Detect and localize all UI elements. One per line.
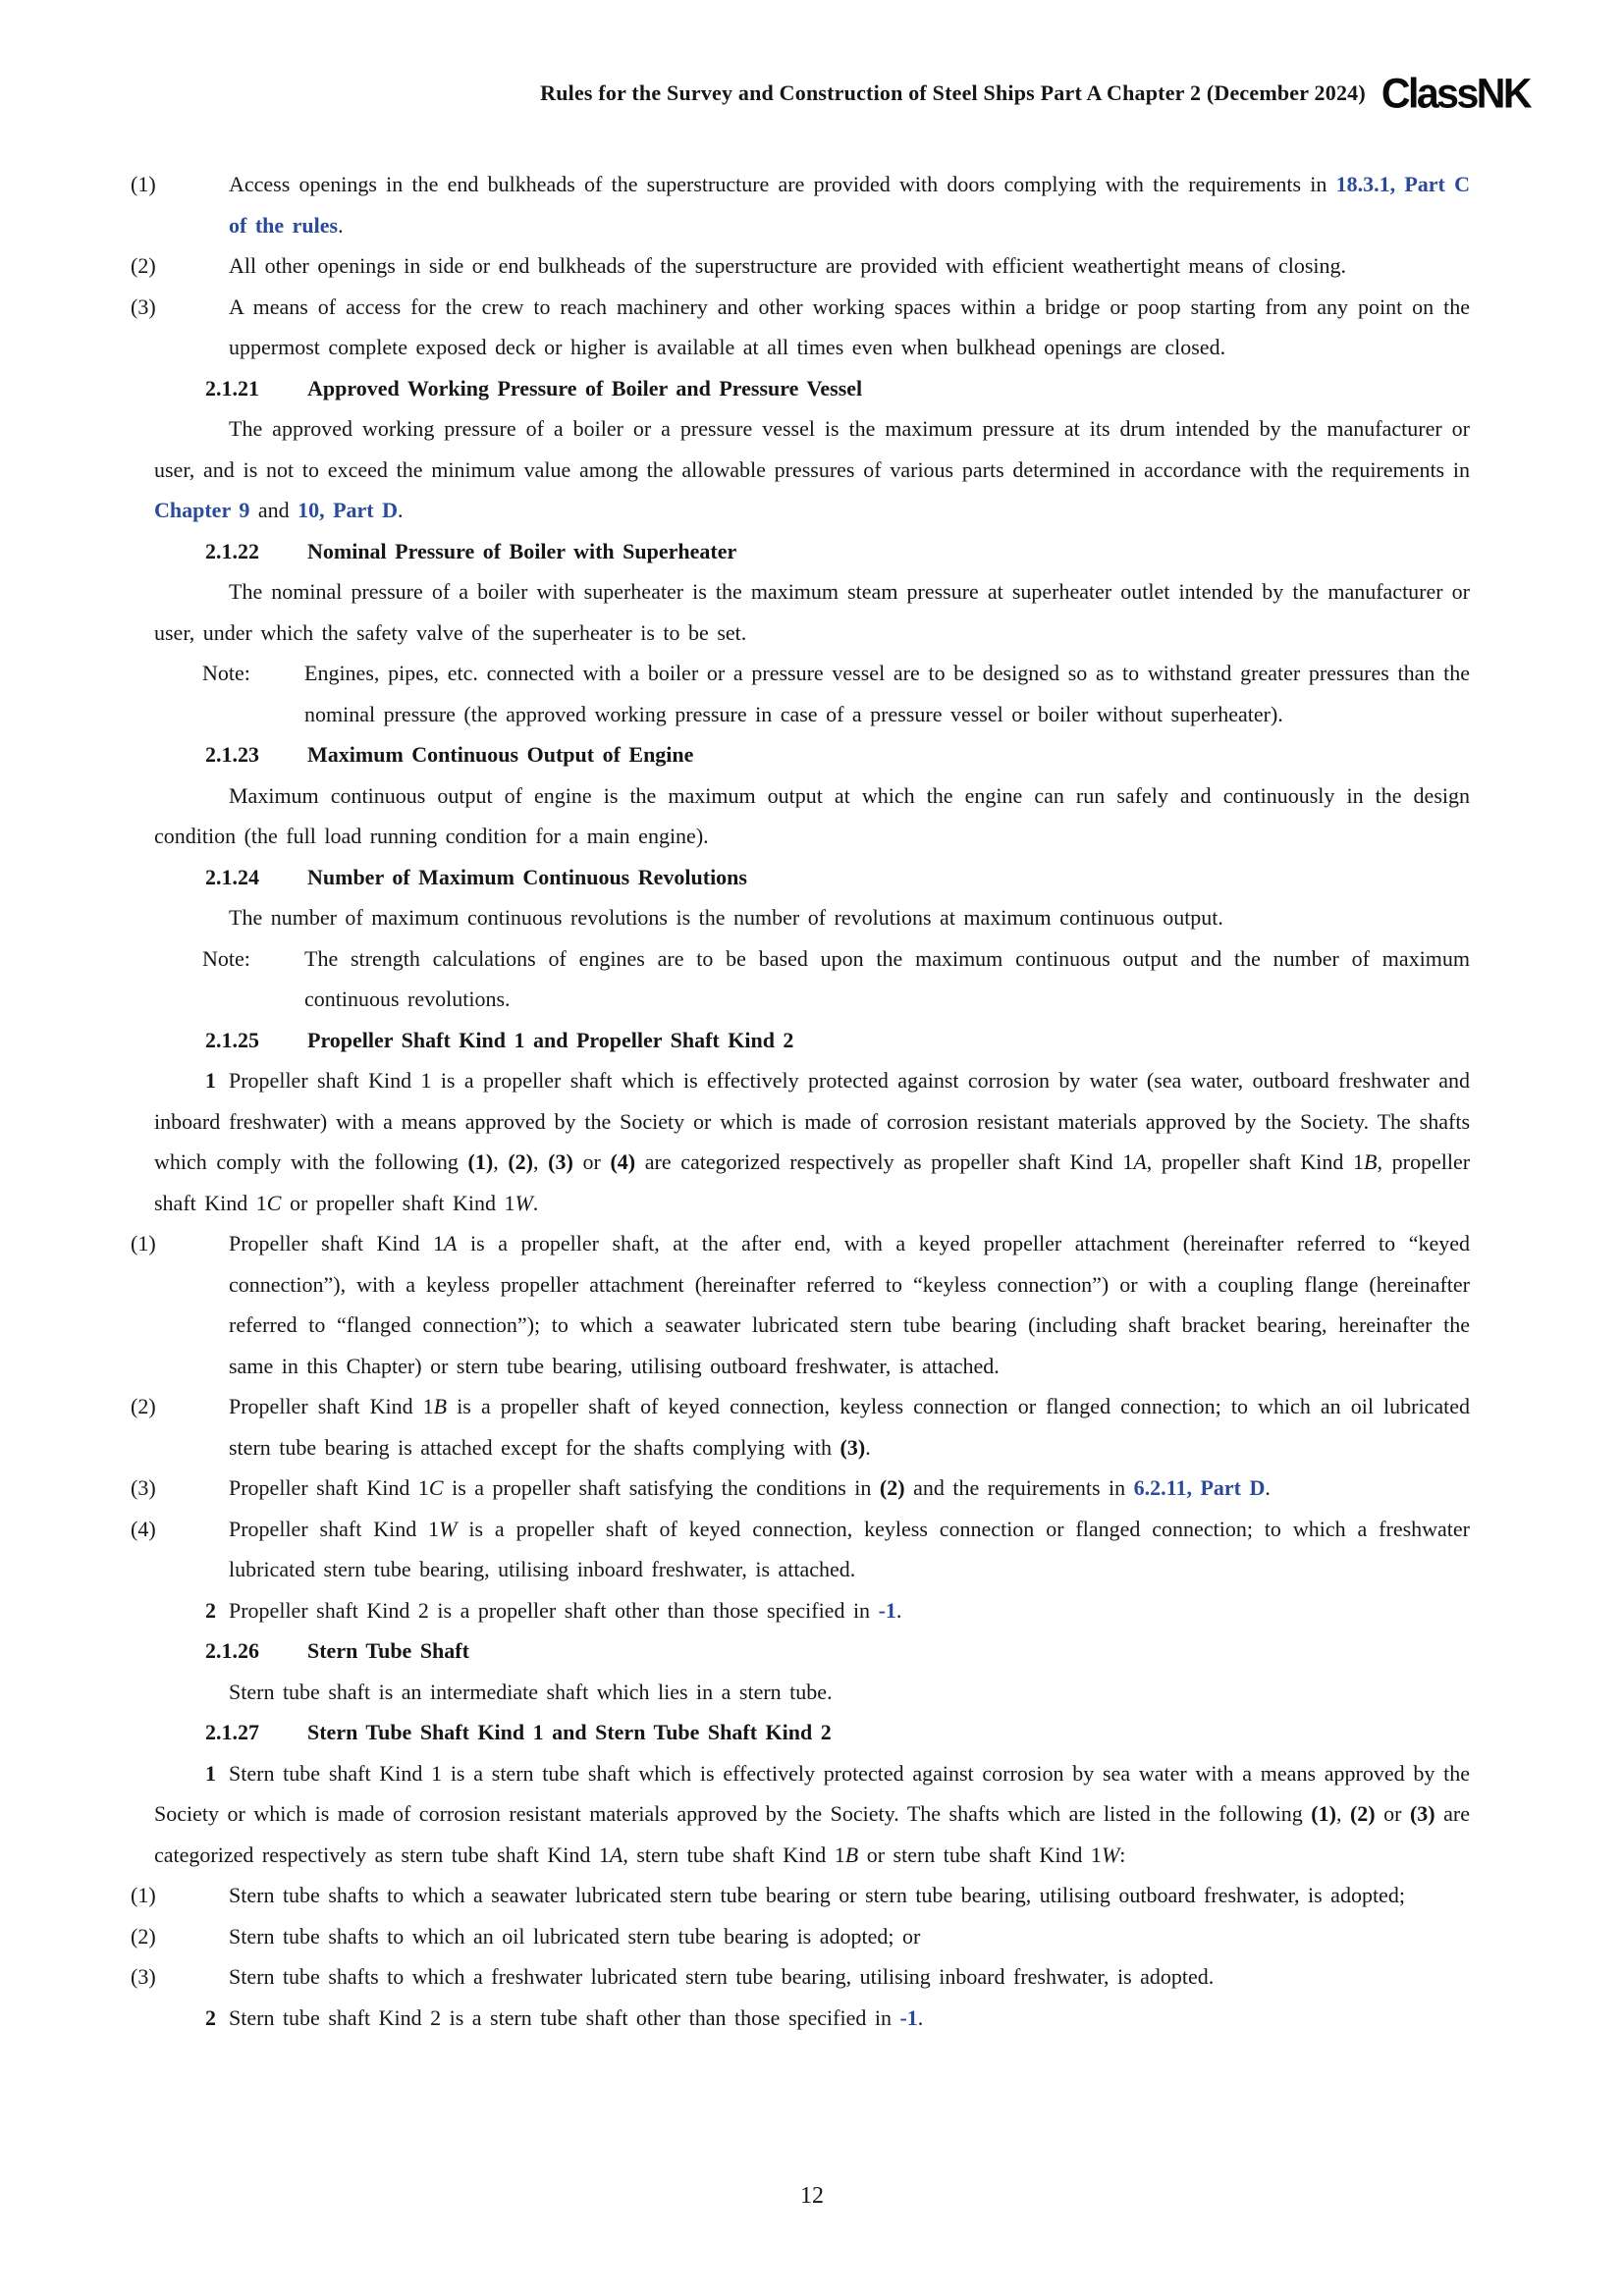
text-segment: W — [514, 1190, 533, 1215]
text-segment: W — [439, 1516, 458, 1541]
text-segment: or stern tube shaft Kind 1 — [858, 1842, 1102, 1867]
paragraph — [154, 408, 1470, 531]
text-segment: Propeller shaft Kind 1 is a propeller shaft which is effectively protected against corrosion by water (sea water, outboard freshwater and inboard freshwater) with a means approved by the Society or which is made of corrosion resistant materials approved by the Society. The shafts which comply with the following — [154, 1068, 1470, 1174]
paragraph — [154, 897, 1470, 938]
text-segment: A — [444, 1231, 458, 1255]
list-item — [131, 245, 1470, 287]
text-segment: C — [266, 1190, 282, 1215]
text-segment: (2) — [508, 1149, 534, 1174]
text-segment: The strength calculations of engines are to be based upon the maximum continuous output and the number of maximum continuous revolutions. — [304, 945, 1470, 1011]
text-segment: Maximum continuous output of engine is the maximum output at which the engine can run safely and continuously in the design condition (the full load running condition for a main engine). — [154, 782, 1470, 848]
text-segment: , — [493, 1149, 509, 1174]
list-item-marker: (2) — [131, 253, 156, 278]
list-item — [131, 287, 1470, 368]
list-item — [131, 1916, 1470, 1957]
text-segment: . — [865, 1434, 871, 1460]
list-item-marker: (3) — [131, 1475, 156, 1500]
paragraph-number: 1 — [205, 1760, 216, 1786]
text-segment: Stern tube shaft Kind 1 is a stern tube shaft which is effectively protected against corrosion by sea water with a means approved by the Society or which is made of corrosion resistant materials approved by the Society. The shafts which are listed in the following — [154, 1760, 1470, 1826]
text-segment: Propeller shaft Kind 2 is a propeller shaft other than those specified in — [229, 1597, 879, 1623]
cross-reference-link[interactable]: 18.3.1, Part C of the rules — [229, 172, 1470, 238]
section-number: 2.1.22 — [205, 538, 259, 563]
text-segment: All other openings in side or end bulkheads of the superstructure are provided with efficient weathertight means of closing. — [229, 253, 1347, 278]
text-segment: B — [433, 1394, 448, 1418]
document-body — [131, 164, 1471, 2038]
paragraph-number: 2 — [205, 2004, 216, 2030]
page-number: 12 — [800, 2183, 824, 2209]
list-item — [131, 1468, 1470, 1509]
section-heading — [154, 531, 1470, 572]
numbered-paragraph — [154, 1060, 1470, 1223]
text-segment: (2) — [879, 1475, 905, 1500]
section-number: 2.1.27 — [205, 1720, 259, 1744]
text-segment: , — [1335, 1801, 1350, 1826]
note — [154, 938, 1470, 1020]
text-segment: B — [844, 1842, 859, 1867]
note — [154, 653, 1470, 734]
section-number: 2.1.21 — [205, 375, 259, 400]
section-heading — [154, 1712, 1470, 1753]
numbered-paragraph — [154, 1753, 1470, 1876]
text-segment: or — [572, 1149, 611, 1174]
paragraph — [154, 571, 1470, 653]
text-segment: Propeller shaft Kind 1 — [229, 1394, 434, 1418]
text-segment: (1) — [1311, 1801, 1336, 1826]
section-number: 2.1.25 — [205, 1027, 259, 1052]
text-segment: (3) — [839, 1434, 866, 1460]
cross-reference-link[interactable]: -1 — [899, 2004, 918, 2030]
text-segment: (3) — [1409, 1801, 1435, 1826]
section-number: 2.1.26 — [205, 1638, 259, 1663]
text-segment: Stern tube shafts to which a seawater lubricated stern tube bearing or stern tube bearing, utilising outboard freshwater, is adopted; — [229, 1883, 1405, 1907]
text-segment: The number of maximum continuous revolutions is the number of revolutions at maximum continuous output. — [229, 905, 1223, 930]
text-segment: or propeller shaft Kind 1 — [281, 1190, 515, 1215]
text-segment: , propeller shaft Kind 1 — [154, 1149, 1471, 1215]
text-segment: or — [1375, 1801, 1410, 1826]
text-segment: Number of Maximum Continuous Revolutions — [307, 864, 747, 889]
text-segment: : — [1119, 1842, 1126, 1867]
text-segment: is a propeller shaft, at the after end, with a keyed propeller attachment (hereinafter referred to “keyed connection”), with a keyless propeller attachment (hereinafter referred to “keyless connection”) or with a coupling flange (hereinafter referred to “flanged connection”); to which a seawater lubricated stern tube bearing (including shaft bracket bearing, hereinafter the same in this Chapter) or stern tube bearing, utilising outboard freshwater, is attached. — [229, 1231, 1470, 1378]
document-header-title: Rules for the Survey and Construction of Steel Ships Part A Chapter 2 (December 2024) — [540, 80, 1366, 105]
text-segment: C — [428, 1475, 444, 1500]
note-label: Note: — [202, 661, 250, 685]
text-segment: Stern tube shaft is an intermediate shaft which lies in a stern tube. — [229, 1679, 833, 1704]
text-segment: Access openings in the end bulkheads of the superstructure are provided with doors complying with the requirements in — [229, 172, 1336, 196]
text-segment: Approved Working Pressure of Boiler and Pressure Vessel — [307, 375, 863, 400]
section-number: 2.1.23 — [205, 742, 259, 767]
list-item-marker: (3) — [131, 1964, 156, 1989]
text-segment: (4) — [610, 1149, 636, 1174]
text-segment: Nominal Pressure of Boiler with Superheater — [307, 538, 737, 563]
text-segment: A — [1133, 1149, 1147, 1174]
list-item-marker: (1) — [131, 1231, 156, 1255]
text-segment: B — [1364, 1149, 1378, 1174]
paragraph — [154, 775, 1470, 857]
page-header — [0, 71, 1530, 116]
text-segment: . — [1265, 1475, 1271, 1500]
section-heading — [154, 1630, 1470, 1672]
section-heading — [154, 734, 1470, 775]
text-segment: Engines, pipes, etc. connected with a boiler or a pressure vessel are to be designed so as to withstand greater pressures than the nominal pressure (the approved working pressure in case of a pressure vessel or boiler without superheater). — [304, 661, 1470, 726]
numbered-paragraph — [154, 1998, 1470, 2039]
classnk-logo: ClassNK — [1380, 69, 1530, 117]
paragraph — [154, 1672, 1470, 1713]
text-segment: Stern tube shafts to which a freshwater lubricated stern tube bearing, utilising inboard freshwater, is adopted. — [229, 1964, 1215, 1989]
list-item — [131, 1956, 1470, 1998]
text-segment: Propeller Shaft Kind 1 and Propeller Shaft Kind 2 — [307, 1027, 794, 1052]
text-segment: (2) — [1349, 1801, 1376, 1826]
cross-reference-link[interactable]: -1 — [878, 1597, 896, 1623]
page-footer — [0, 2183, 1624, 2210]
text-segment: . — [895, 1597, 902, 1623]
note-label: Note: — [202, 945, 250, 971]
text-segment: . — [532, 1190, 539, 1215]
text-segment: Propeller shaft Kind 1 — [229, 1475, 429, 1500]
section-heading — [154, 368, 1470, 409]
list-item-marker: (2) — [131, 1394, 156, 1418]
text-segment: is a propeller shaft of keyed connection, keyless connection or flanged connection; to which an oil lubricated stern tube bearing is attached except for the shafts complying with — [229, 1394, 1471, 1460]
text-segment: , — [533, 1149, 549, 1174]
text-segment: is a propeller shaft of keyed connection, keyless connection or flanged connection; to which a freshwater lubricated stern tube bearing, utilising inboard freshwater, is attached. — [229, 1516, 1470, 1581]
text-segment: The nominal pressure of a boiler with superheater is the maximum steam pressure at superheater outlet intended by the manufacturer or user, under which the safety valve of the superheater is to be set. — [154, 579, 1470, 645]
text-segment: Propeller shaft Kind 1 — [229, 1516, 440, 1541]
text-segment: are categorized respectively as propeller shaft Kind 1 — [635, 1149, 1134, 1174]
numbered-paragraph — [154, 1590, 1470, 1631]
list-item — [131, 1223, 1470, 1386]
list-item — [131, 1509, 1470, 1590]
list-item-marker: (1) — [131, 172, 156, 196]
text-segment: is a propeller shaft satisfying the conditions in — [443, 1475, 880, 1500]
text-segment: The approved working pressure of a boiler or a pressure vessel is the maximum pressure at its drum intended by the manufacturer or user, and is not to exceed the minimum value among the allowable pressures of various parts determined in accordance with the requirements in — [154, 416, 1470, 482]
text-segment: . — [398, 498, 404, 522]
text-segment: Stern tube shaft Kind 2 is a stern tube shaft other than those specified in — [229, 2004, 900, 2030]
list-item-marker: (1) — [131, 1883, 156, 1907]
text-segment: and the requirements in — [904, 1475, 1134, 1500]
cross-reference-link[interactable]: Chapter 9 — [154, 498, 250, 522]
text-segment: Stern Tube Shaft — [307, 1638, 469, 1663]
list-item-marker: (4) — [131, 1516, 156, 1541]
text-segment: Stern Tube Shaft Kind 1 and Stern Tube Shaft Kind 2 — [307, 1720, 832, 1744]
section-heading — [154, 1020, 1470, 1061]
text-segment: (1) — [467, 1149, 494, 1174]
text-segment: Maximum Continuous Output of Engine — [307, 742, 694, 767]
text-segment: A means of access for the crew to reach machinery and other working spaces within a bridge or poop starting from any point on the uppermost complete exposed deck or higher is available at all times even when bulkhead openings are closed. — [229, 294, 1470, 359]
text-segment: W — [1101, 1842, 1120, 1867]
list-item — [131, 1875, 1470, 1916]
text-segment: Propeller shaft Kind 1 — [229, 1231, 445, 1255]
text-segment: , propeller shaft Kind 1 — [1146, 1149, 1365, 1174]
list-item-marker: (2) — [131, 1923, 156, 1949]
paragraph-number: 2 — [205, 1597, 216, 1623]
text-segment: . — [338, 212, 344, 238]
text-segment: are categorized respectively as stern tube shaft Kind 1 — [154, 1801, 1471, 1867]
text-segment: . — [917, 2004, 924, 2030]
section-number: 2.1.24 — [205, 864, 259, 889]
text-segment: A — [609, 1842, 623, 1867]
section-heading — [154, 857, 1470, 898]
list-item — [131, 164, 1470, 245]
list-item-marker: (3) — [131, 294, 156, 319]
paragraph-number: 1 — [205, 1068, 216, 1093]
text-segment: Stern tube shafts to which an oil lubricated stern tube bearing is adopted; or — [229, 1923, 921, 1949]
cross-reference-link[interactable]: 10, Part D — [298, 498, 399, 522]
text-segment: and — [249, 498, 298, 522]
text-segment: (3) — [548, 1149, 573, 1174]
text-segment: , stern tube shaft Kind 1 — [623, 1842, 845, 1867]
list-item — [131, 1386, 1471, 1468]
cross-reference-link[interactable]: 6.2.11, Part D — [1133, 1475, 1266, 1500]
